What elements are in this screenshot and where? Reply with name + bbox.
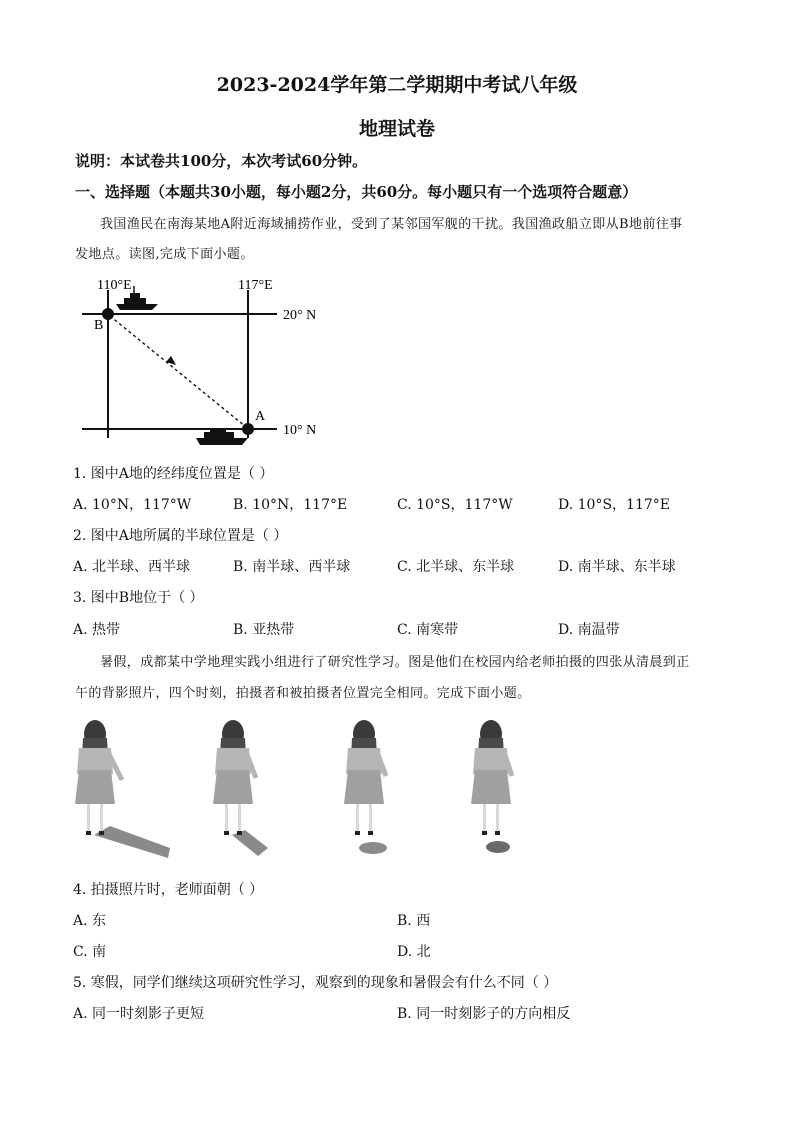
label-b: B xyxy=(94,318,104,333)
question-4-option-c[interactable]: C. 南 xyxy=(73,944,107,960)
label-117e: 117°E xyxy=(238,278,273,293)
question-3-option-b[interactable]: B. 亚热带 xyxy=(233,622,295,638)
question-1-option-d[interactable]: D. 10°S，117°E xyxy=(558,497,670,513)
question-4-option-b[interactable]: B. 西 xyxy=(397,913,431,929)
point-a-marker xyxy=(242,423,254,435)
exam-subtitle: 地理试卷 xyxy=(358,118,435,140)
question-5-stem: 5. 寒假，同学们继续这项研究性学习，观察到的现象和暑假会有什么不同（ ） xyxy=(73,975,558,991)
question-4-option-a[interactable]: A. 东 xyxy=(73,913,107,929)
label-10n: 10° N xyxy=(283,423,317,438)
question-2-option-c[interactable]: C. 北半球、东半球 xyxy=(397,559,515,575)
passage1-line2: 发地点。读图,完成下面小题。 xyxy=(75,247,254,262)
question-3-stem: 3. 图中B地位于（ ） xyxy=(73,590,204,606)
passage2-line1: 暑假，成都某中学地理实践小组进行了研究性学习。图是他们在校园内给老师拍摄的四张从清晨到正 xyxy=(100,655,690,670)
question-4-option-d[interactable]: D. 北 xyxy=(397,944,431,960)
question-3-option-d[interactable]: D. 南温带 xyxy=(558,622,620,638)
route-line xyxy=(110,316,246,427)
photo-2-figure xyxy=(213,720,268,856)
question-2-option-b[interactable]: B. 南半球、西半球 xyxy=(233,559,351,575)
question-1-option-a[interactable]: A. 10°N，117°W xyxy=(73,497,192,513)
question-1-option-b[interactable]: B. 10°N，117°E xyxy=(233,497,348,513)
section-heading: 一、选择题（本题共30小题，每小题2分，共60分。每小题只有一个选项符合题意） xyxy=(75,183,638,201)
question-2-option-a[interactable]: A. 北半球、西半球 xyxy=(73,559,191,575)
exam-title: 2023-2024学年第二学期期中考试八年级 xyxy=(216,74,578,96)
instructions: 说明：本试卷共100分，本次考试60分钟。 xyxy=(75,152,368,170)
question-1-option-c[interactable]: C. 10°S，117°W xyxy=(397,497,513,513)
ship-a-icon xyxy=(196,428,248,445)
passage1-line1: 我国渔民在南海某地A附近海域捕捞作业，受到了某邻国军舰的干扰。我国渔政船立即从B地前往事 xyxy=(100,217,683,232)
shadow-photos xyxy=(70,712,550,867)
point-b-marker xyxy=(102,308,114,320)
question-3-option-a[interactable]: A. 热带 xyxy=(73,622,121,638)
question-3-option-c[interactable]: C. 南寒带 xyxy=(397,622,459,638)
question-5-option-a[interactable]: A. 同一时刻影子更短 xyxy=(73,1006,205,1022)
label-110e: 110°E xyxy=(97,278,132,293)
question-2-option-d[interactable]: D. 南半球、东半球 xyxy=(558,559,676,575)
label-a: A xyxy=(255,409,266,424)
map-diagram xyxy=(70,270,340,450)
passage2-line2: 午的背影照片，四个时刻，拍摄者和被拍摄者位置完全相同。完成下面小题。 xyxy=(75,686,531,701)
label-20n: 20° N xyxy=(283,308,317,323)
photo-1-figure xyxy=(75,720,170,858)
question-1-stem: 1. 图中A地的经纬度位置是（ ） xyxy=(73,466,274,482)
photo-3-figure xyxy=(344,720,387,854)
photo-4-figure xyxy=(471,720,512,853)
question-2-stem: 2. 图中A地所属的半球位置是（ ） xyxy=(73,528,288,544)
question-4-stem: 4. 拍摄照片时，老师面朝（ ） xyxy=(73,882,264,898)
question-5-option-b[interactable]: B. 同一时刻影子的方向相反 xyxy=(397,1006,571,1022)
